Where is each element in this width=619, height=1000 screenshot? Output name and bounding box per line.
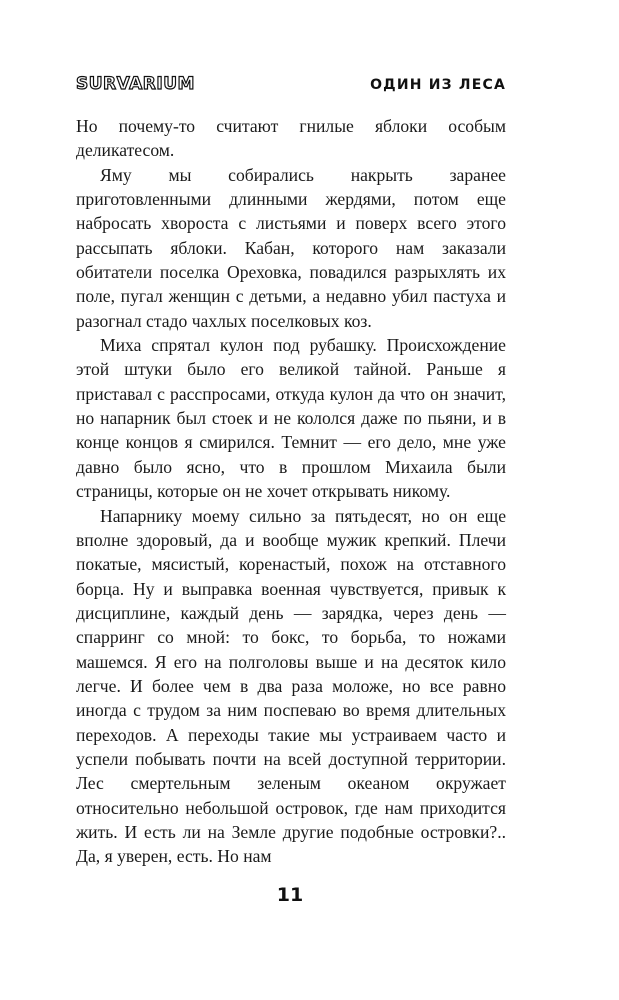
body-text bbox=[76, 114, 506, 869]
chapter-title: ОДИН ИЗ ЛЕСА bbox=[370, 77, 506, 93]
series-logo: SURVARIUM bbox=[76, 74, 195, 94]
paragraph: Напарнику моему сильно за пятьдесят, но он еще вполне здоровый, да и вообще мужик крепкий. Плечи покатые, мясистый, коренастый, похож на отставного борца. Ну и выправка военная чувствуется, привык к дисциплине, каждый день — зарядка, через день — спарринг со мной: то бокс, то борьба, то ножами машемся. Я его на полголовы выше и на десяток кило легче. И более чем в два раза моложе, но все равно иногда с трудом за ним поспеваю во время длительных переходов. А переходы такие мы устраиваем часто и успели побывать почти на всей доступной территории. Лес смертельным зеленым океаном окружает относительно небольшой островок, где нам приходится жить. И есть ли на Земле другие подобные островки?.. Да, я уверен, есть. Но нам bbox=[76, 505, 506, 867]
page-number: 11 bbox=[276, 884, 304, 906]
paragraph: Яму мы собирались накрыть заранее приготовленными длинными жердями, потом еще набросать хвороста с листьями и поверх всего этого рассыпать яблоки. Кабан, которого нам заказали обитатели поселка Ореховка, повадился разрыхлять их поле, пугал женщин с детьми, а недавно убил пастуха и разогнал стадо чахлых поселковых коз. bbox=[76, 164, 506, 331]
running-header bbox=[76, 72, 506, 100]
paragraph: Но почему-то считают гнилые яблоки особым деликатесом. bbox=[76, 116, 506, 161]
paragraph: Миха спрятал кулон под рубашку. Происхождение этой штуки было его великой тайной. Раньше я приставал с расспросами, откуда кулон да что он значит, но напарник был стоек и не кололся даже по пьяни, и в конце концов я смирился. Темнит — его дело, мне уже давно было ясно, что в прошлом Михаила были страницы, которые он не хочет открывать никому. bbox=[76, 335, 506, 502]
